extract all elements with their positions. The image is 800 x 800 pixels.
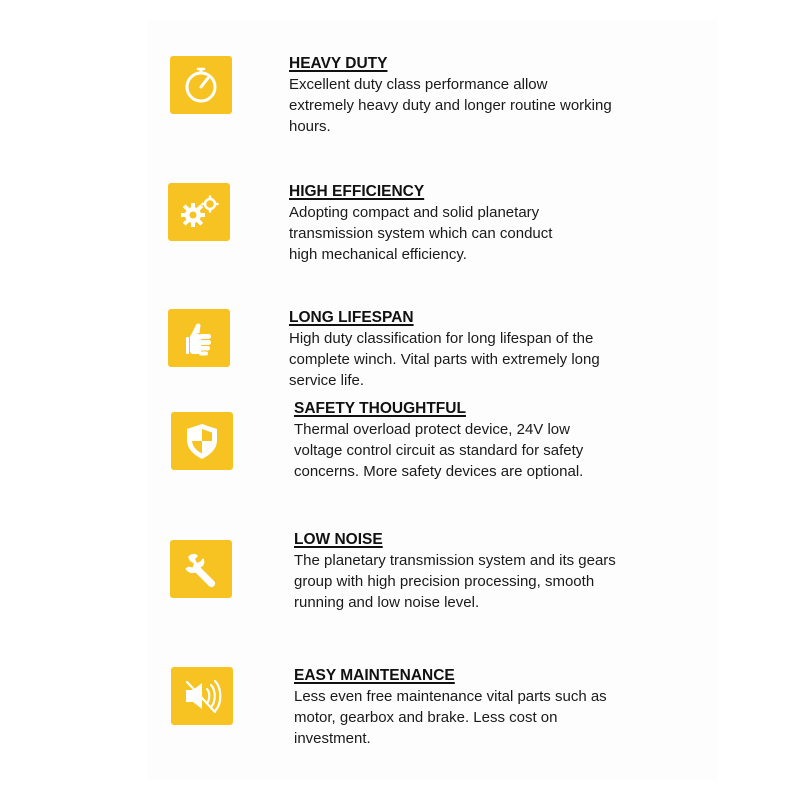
feature-description: Thermal overload protect device, 24V low voltage control circuit as standard for safety concerns. More safety devices are optional.	[294, 421, 584, 480]
feature-title: SAFETY THOUGHTFUL	[294, 400, 466, 417]
wrench-icon	[170, 540, 232, 598]
feature-description: The planetary transmission system and its gears group with high precision processing, smooth running and low noise level.	[294, 552, 616, 611]
shield-icon	[171, 412, 233, 470]
stopwatch-icon	[170, 56, 232, 114]
feature-description: Excellent duty class performance allow extremely heavy duty and longer routine working hours.	[289, 76, 612, 135]
feature-title: LONG LIFESPAN	[289, 309, 414, 326]
feature-description: Less even free maintenance vital parts such as motor, gearbox and brake. Less cost on investment.	[294, 688, 607, 747]
feature-title: HIGH EFFICIENCY	[289, 183, 425, 200]
thumbs-up-icon	[168, 309, 230, 367]
feature-description: High duty classification for long lifespan of the complete winch. Vital parts with extremely long service life.	[289, 330, 600, 389]
gears-icon	[168, 183, 230, 241]
speaker-muted-icon	[171, 667, 233, 725]
feature-title: EASY MAINTENANCE	[294, 667, 455, 684]
feature-title: LOW NOISE	[294, 531, 383, 548]
feature-title: HEAVY DUTY	[289, 55, 388, 72]
feature-description: Adopting compact and solid planetary transmission system which can conduct high mechanical efficiency.	[289, 204, 553, 263]
